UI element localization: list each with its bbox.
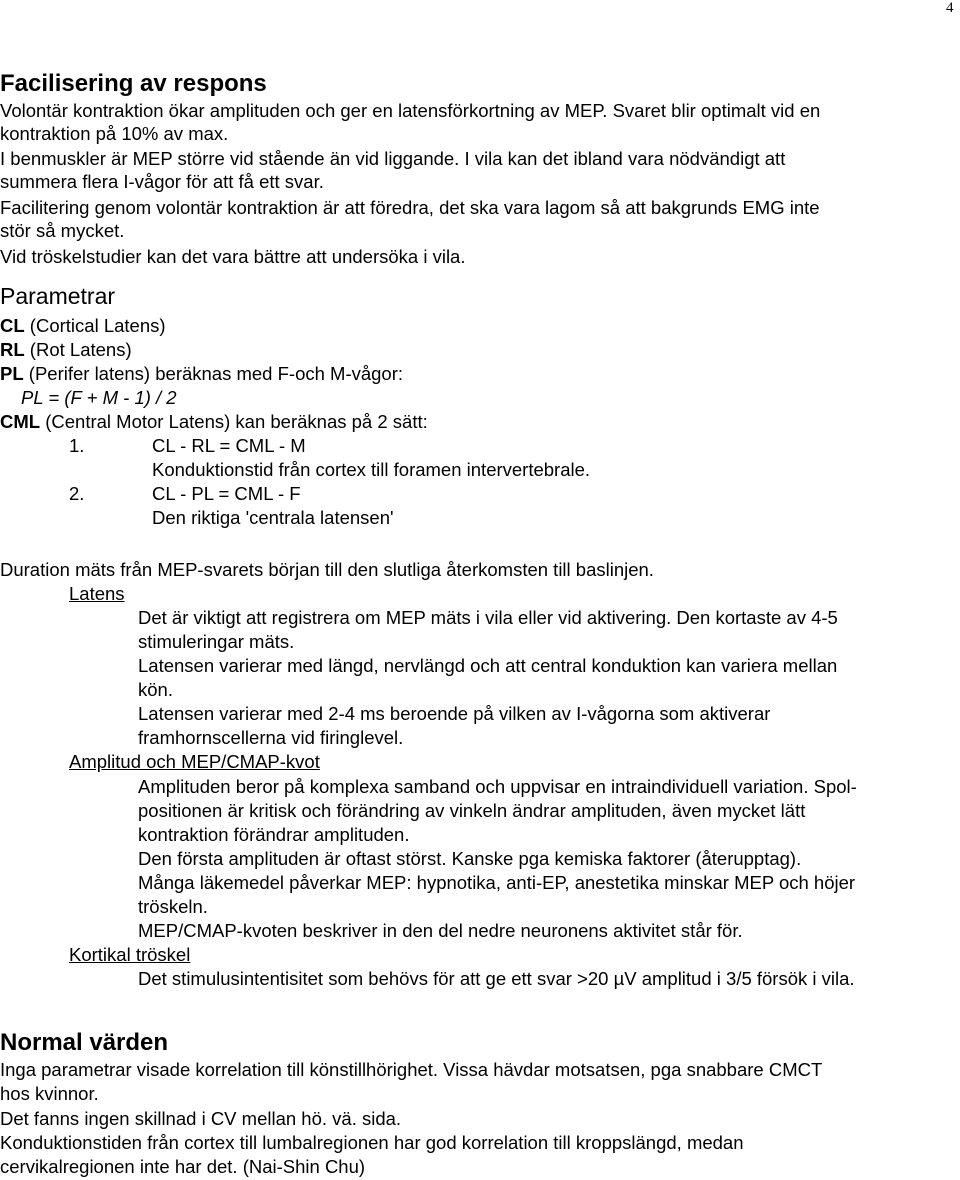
paragraph-line: stör så mycket. [0, 220, 125, 241]
paragraph-line: Vid tröskelstudier kan det vara bättre att undersöka i vila. [0, 246, 466, 267]
param-cl [0, 314, 166, 338]
paragraph-line: cervikalregionen inte har det. (Nai-Shin Chu) [0, 1156, 366, 1177]
cml-desc-1: Konduktionstid från cortex till foramen intervertebrale. [152, 459, 591, 480]
list-number: 1. [69, 435, 85, 456]
section-heading-parametrar: Parametrar [0, 283, 116, 309]
pl-formula: PL = (F + M - 1) / 2 [21, 387, 177, 408]
kortikal-line: Det stimulusintentisitet som behövs för att ge ett svar >20 µV amplitud i 3/5 försök i vila. [138, 968, 855, 989]
paragraph-line: summera flera I-vågor för att få ett svar. [0, 171, 324, 192]
param-desc: (Cortical Latens) [24, 315, 166, 336]
list-number: 2. [69, 483, 85, 504]
paragraph-line: Inga parametrar visade korrelation till könstillhörighet. Vissa hävdar motsatsen, pga snabbare CMCT [0, 1059, 823, 1080]
cml-desc-2: Den riktiga 'centrala latensen' [152, 507, 394, 528]
paragraph-line: Facilitering genom volontär kontraktion är att föredra, det ska vara lagom så att bakgrunds EMG inte [0, 197, 820, 218]
cml-formula-1: CL - RL = CML - M [152, 435, 306, 456]
amplitud-line: positionen är kritisk och förändring av vinkeln ändrar amplituden, även mycket lätt [138, 800, 806, 821]
subheading-kortikal: Kortikal tröskel [69, 944, 191, 965]
latens-line: Latensen varierar med 2-4 ms beroende på vilken av I-vågorna som aktiverar [138, 703, 771, 724]
param-desc: (Perifer latens) beräknas med F-och M-vågor: [23, 363, 404, 384]
latens-line: kön. [138, 679, 173, 700]
amplitud-line: Den första amplituden är oftast störst. Kanske pga kemiska faktorer (återupptag). [138, 848, 802, 869]
paragraph-line: Konduktionstiden från cortex till lumbalregionen har god korrelation till kroppslängd, medan [0, 1132, 744, 1153]
paragraph-line: Volontär kontraktion ökar amplituden och ger en latensförkortning av MEP. Svaret blir optimalt vid en [0, 100, 821, 121]
cml-formula-2: CL - PL = CML - F [152, 483, 301, 504]
param-cml [0, 410, 428, 434]
param-abbr: PL [0, 363, 24, 384]
latens-line: framhornscellerna vid firinglevel. [138, 727, 404, 748]
latens-line: Latensen varierar med längd, nervlängd och att central konduktion kan variera mellan [138, 655, 838, 676]
duration-line: Duration mäts från MEP-svarets början till den slutliga återkomsten till baslinjen. [0, 559, 654, 580]
paragraph-line: I benmuskler är MEP större vid stående än vid liggande. I vila kan det ibland vara nödvändigt att [0, 148, 786, 169]
amplitud-line: Många läkemedel påverkar MEP: hypnotika, anti-EP, anestetika minskar MEP och höjer [138, 872, 856, 893]
paragraph-line: kontraktion på 10% av max. [0, 123, 229, 144]
section-heading-normal-varden: Normal värden [0, 1029, 169, 1056]
param-rl [0, 338, 132, 362]
param-desc: (Central Motor Latens) kan beräknas på 2 sätt: [40, 411, 428, 432]
latens-line: stimuleringar mäts. [138, 631, 295, 652]
amplitud-line: kontraktion förändrar amplituden. [138, 824, 410, 845]
param-pl [0, 362, 403, 386]
latens-line: Det är viktigt att registrera om MEP mäts i vila eller vid aktivering. Den kortaste av 4-5 [138, 607, 838, 628]
page-number: 4 [946, 0, 954, 16]
section-heading-facilisering: Facilisering av respons [0, 70, 267, 97]
subheading-amplitud: Amplitud och MEP/CMAP-kvot [69, 751, 320, 772]
paragraph-line: hos kvinnor. [0, 1083, 99, 1104]
param-abbr: CL [0, 315, 25, 336]
amplitud-line: tröskeln. [138, 896, 208, 917]
paragraph-line: Det fanns ingen skillnad i CV mellan hö. vä. sida. [0, 1108, 402, 1129]
subheading-latens: Latens [69, 583, 125, 604]
param-abbr: RL [0, 339, 25, 360]
param-desc: (Rot Latens) [24, 339, 132, 360]
amplitud-line: Amplituden beror på komplexa samband och uppvisar en intraindividuell variation. Spol- [138, 776, 857, 797]
amplitud-line: MEP/CMAP-kvoten beskriver in den del nedre neuronens aktivitet står för. [138, 920, 743, 941]
param-abbr: CML [0, 411, 41, 432]
